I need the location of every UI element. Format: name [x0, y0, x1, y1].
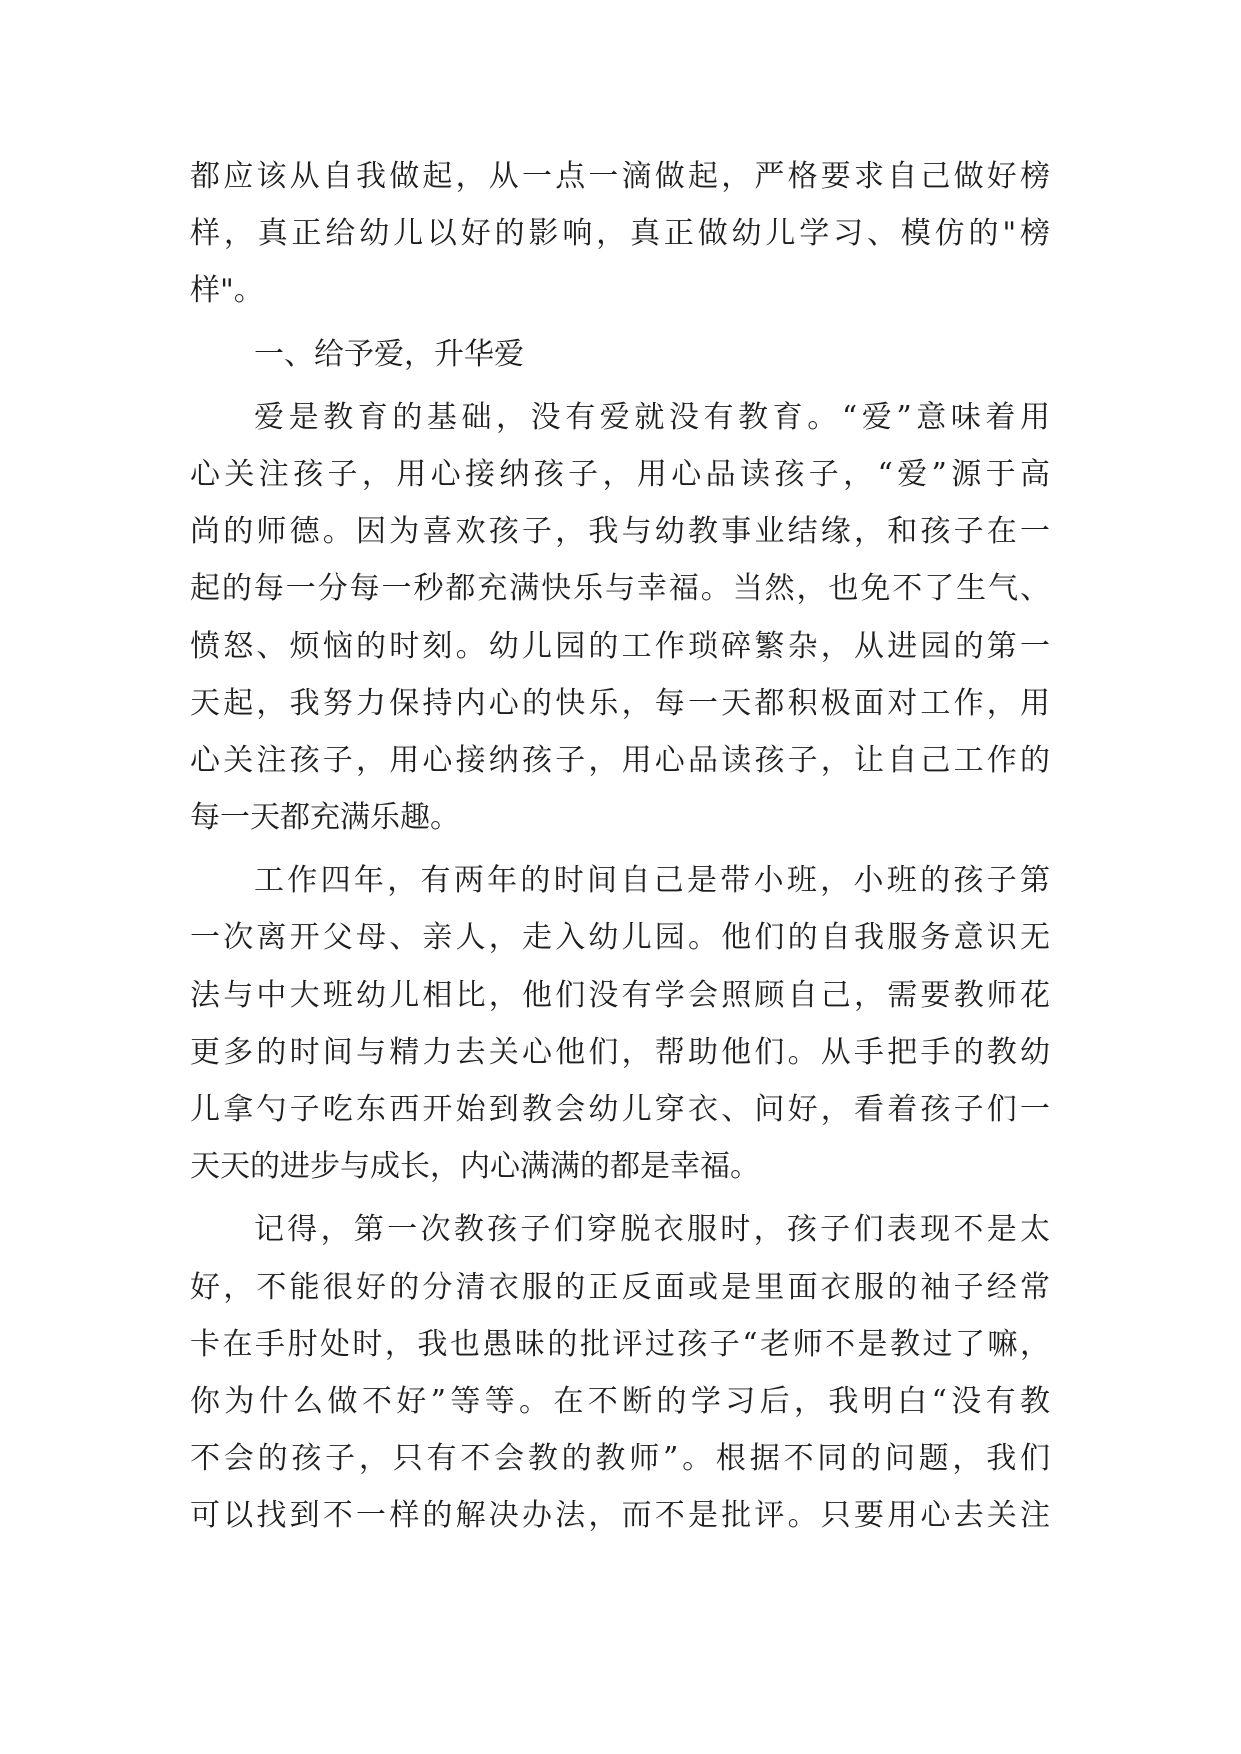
paragraph-intro-continuation: [190, 148, 1050, 320]
text-line: 每一天都充满乐趣。: [190, 800, 460, 836]
text-line: 儿拿勺子吃东西开始到教会幼儿穿衣、问好，看着孩子们一: [190, 1092, 1050, 1127]
text-line: 起的每一分每一秒都充满快乐与幸福。当然，也免不了生气、: [190, 571, 1050, 607]
text-line: 愤怒、烦恼的时刻。幼儿园的工作琐碎繁杂，从进园的第一: [190, 628, 1050, 664]
text-line: 你为什么做不好”等等。在不断的学习后，我明白“没有教: [190, 1383, 1050, 1419]
paragraph-remember: [190, 1201, 1050, 1544]
text-line: 不会的孩子，只有不会教的教师”。根据不同的问题，我们: [190, 1441, 1050, 1477]
text-line: 一次离开父母、亲人，走入幼儿园。他们的自我服务意识无: [190, 920, 1050, 956]
document-page: [190, 148, 1050, 1545]
text-line: 工作四年，有两年的时间自己是带小班，小班的孩子第: [254, 863, 1050, 899]
text-line: 记得，第一次教孩子们穿脱衣服时，孩子们表现不是太: [254, 1212, 1050, 1248]
section-heading: [190, 326, 1050, 383]
text-line: 尚的师德。因为喜欢孩子，我与幼教事业结缘，和孩子在一: [190, 514, 1050, 550]
paragraph-work: [190, 852, 1050, 1195]
text-line: 更多的时间与精力去关心他们，帮助他们。从手把手的教幼: [190, 1034, 1050, 1070]
text-line: 好，不能很好的分清衣服的正反面或是里面衣服的袖子经常: [190, 1269, 1050, 1305]
text-line: 天天的进步与成长，内心满满的都是幸福。: [190, 1149, 760, 1185]
heading-text: 一、给予爱，升华爱: [254, 336, 524, 372]
text-line: 样，真正给幼儿以好的影响，真正做幼儿学习、模仿的"榜: [190, 216, 1050, 252]
text-line: 卡在手肘处时，我也愚昧的批评过孩子“老师不是教过了嘛，: [190, 1326, 1050, 1362]
text-line: 爱是教育的基础，没有爱就没有教育。“爱”意味着用: [254, 399, 1050, 435]
text-line: 心关注孩子，用心接纳孩子，用心品读孩子，让自己工作的: [190, 742, 1050, 778]
text-line: 都应该从自我做起，从一点一滴做起，严格要求自己做好榜: [190, 159, 1050, 194]
text-line: 法与中大班幼儿相比，他们没有学会照顾自己，需要教师花: [190, 977, 1050, 1013]
paragraph-love: [190, 389, 1050, 847]
text-line: 心关注孩子，用心接纳孩子，用心品读孩子，“爱”源于高: [190, 456, 1050, 492]
text-line: 可以找到不一样的解决办法，而不是批评。只要用心去关注: [190, 1498, 1050, 1534]
text-line: 天起，我努力保持内心的快乐，每一天都积极面对工作，用: [190, 685, 1050, 721]
text-line: 样"。: [190, 273, 264, 309]
